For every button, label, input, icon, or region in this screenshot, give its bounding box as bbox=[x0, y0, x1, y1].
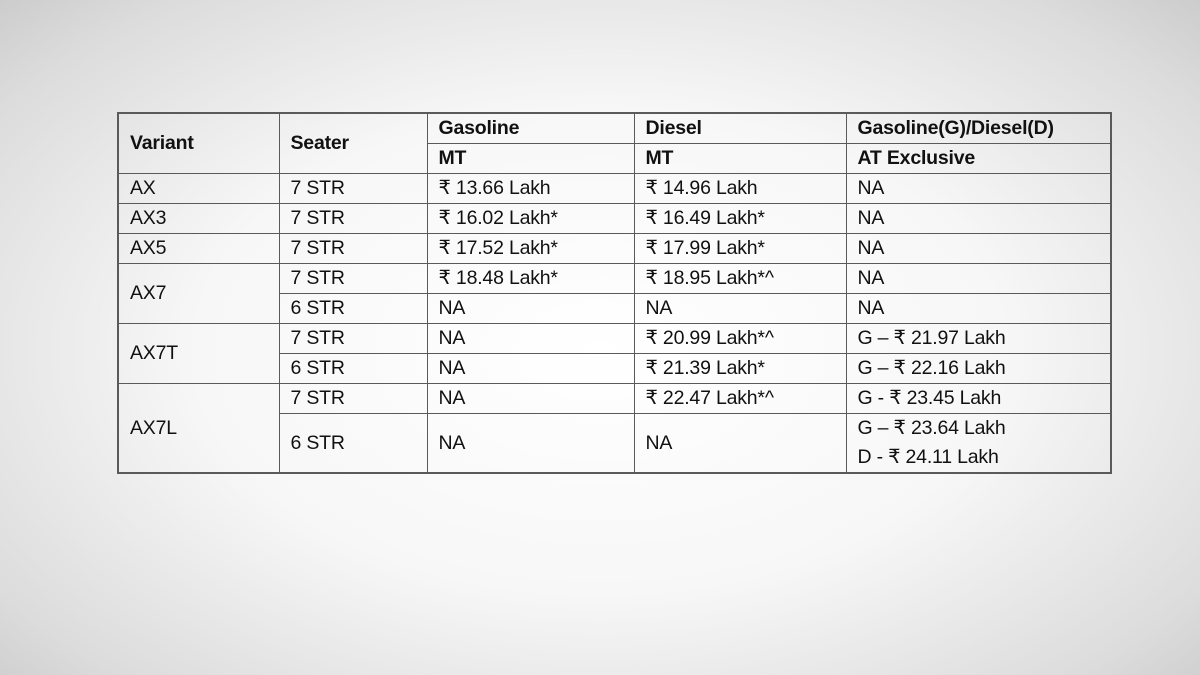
variant-cell: AX3 bbox=[118, 204, 279, 234]
variant-cell: AX7 bbox=[118, 264, 279, 324]
gasoline-mt-cell: ₹ 18.48 Lakh* bbox=[427, 264, 634, 294]
seater-cell: 7 STR bbox=[279, 324, 427, 354]
header-variant: Variant bbox=[118, 113, 279, 174]
variant-cell: AX5 bbox=[118, 234, 279, 264]
variant-cell: AX bbox=[118, 174, 279, 204]
diesel-mt-cell: ₹ 18.95 Lakh*^ bbox=[634, 264, 846, 294]
at-cell: NA bbox=[846, 234, 1111, 264]
seater-cell: 6 STR bbox=[279, 294, 427, 324]
diesel-mt-cell: NA bbox=[634, 294, 846, 324]
gasoline-mt-cell: NA bbox=[427, 354, 634, 384]
seater-cell: 6 STR bbox=[279, 414, 427, 474]
at-cell: NA bbox=[846, 294, 1111, 324]
gasoline-mt-cell: NA bbox=[427, 294, 634, 324]
seater-cell: 7 STR bbox=[279, 264, 427, 294]
diesel-mt-cell: NA bbox=[634, 414, 846, 474]
header-at: Gasoline(G)/Diesel(D) bbox=[846, 113, 1111, 144]
diesel-mt-cell: ₹ 14.96 Lakh bbox=[634, 174, 846, 204]
seater-cell: 7 STR bbox=[279, 174, 427, 204]
table-row bbox=[118, 324, 1111, 354]
header-diesel-mt: MT bbox=[634, 144, 846, 174]
header-at-exclusive: AT Exclusive bbox=[846, 144, 1111, 174]
gasoline-mt-cell: ₹ 13.66 Lakh bbox=[427, 174, 634, 204]
header-gasoline: Gasoline bbox=[427, 113, 634, 144]
table-row bbox=[118, 204, 1111, 234]
variant-price-table bbox=[117, 112, 1112, 474]
gasoline-mt-cell: NA bbox=[427, 324, 634, 354]
table-row bbox=[118, 264, 1111, 294]
gasoline-mt-cell: NA bbox=[427, 384, 634, 414]
diesel-mt-cell: ₹ 20.99 Lakh*^ bbox=[634, 324, 846, 354]
header-diesel: Diesel bbox=[634, 113, 846, 144]
table-row bbox=[118, 234, 1111, 264]
diesel-mt-cell: ₹ 22.47 Lakh*^ bbox=[634, 384, 846, 414]
header-row-top bbox=[118, 113, 1111, 144]
at-cell: G – ₹ 22.16 Lakh bbox=[846, 354, 1111, 384]
header-gasoline-mt: MT bbox=[427, 144, 634, 174]
at-diesel-price: D - ₹ 24.11 Lakh bbox=[857, 446, 999, 468]
at-cell: G - ₹ 23.45 Lakh bbox=[846, 384, 1111, 414]
at-cell: G – ₹ 21.97 Lakh bbox=[846, 324, 1111, 354]
at-cell: NA bbox=[846, 174, 1111, 204]
at-cell bbox=[846, 414, 1111, 474]
seater-cell: 6 STR bbox=[279, 354, 427, 384]
gasoline-mt-cell: ₹ 17.52 Lakh* bbox=[427, 234, 634, 264]
gasoline-mt-cell: ₹ 16.02 Lakh* bbox=[427, 204, 634, 234]
table-row bbox=[118, 174, 1111, 204]
seater-cell: 7 STR bbox=[279, 204, 427, 234]
at-cell: NA bbox=[846, 204, 1111, 234]
table-row bbox=[118, 384, 1111, 414]
diesel-mt-cell: ₹ 16.49 Lakh* bbox=[634, 204, 846, 234]
variant-cell: AX7L bbox=[118, 384, 279, 474]
diesel-mt-cell: ₹ 21.39 Lakh* bbox=[634, 354, 846, 384]
at-cell: NA bbox=[846, 264, 1111, 294]
gasoline-mt-cell: NA bbox=[427, 414, 634, 474]
at-gasoline-price: G – ₹ 23.64 Lakh bbox=[857, 417, 1006, 439]
header-seater: Seater bbox=[279, 113, 427, 174]
diesel-mt-cell: ₹ 17.99 Lakh* bbox=[634, 234, 846, 264]
variant-cell: AX7T bbox=[118, 324, 279, 384]
seater-cell: 7 STR bbox=[279, 384, 427, 414]
seater-cell: 7 STR bbox=[279, 234, 427, 264]
